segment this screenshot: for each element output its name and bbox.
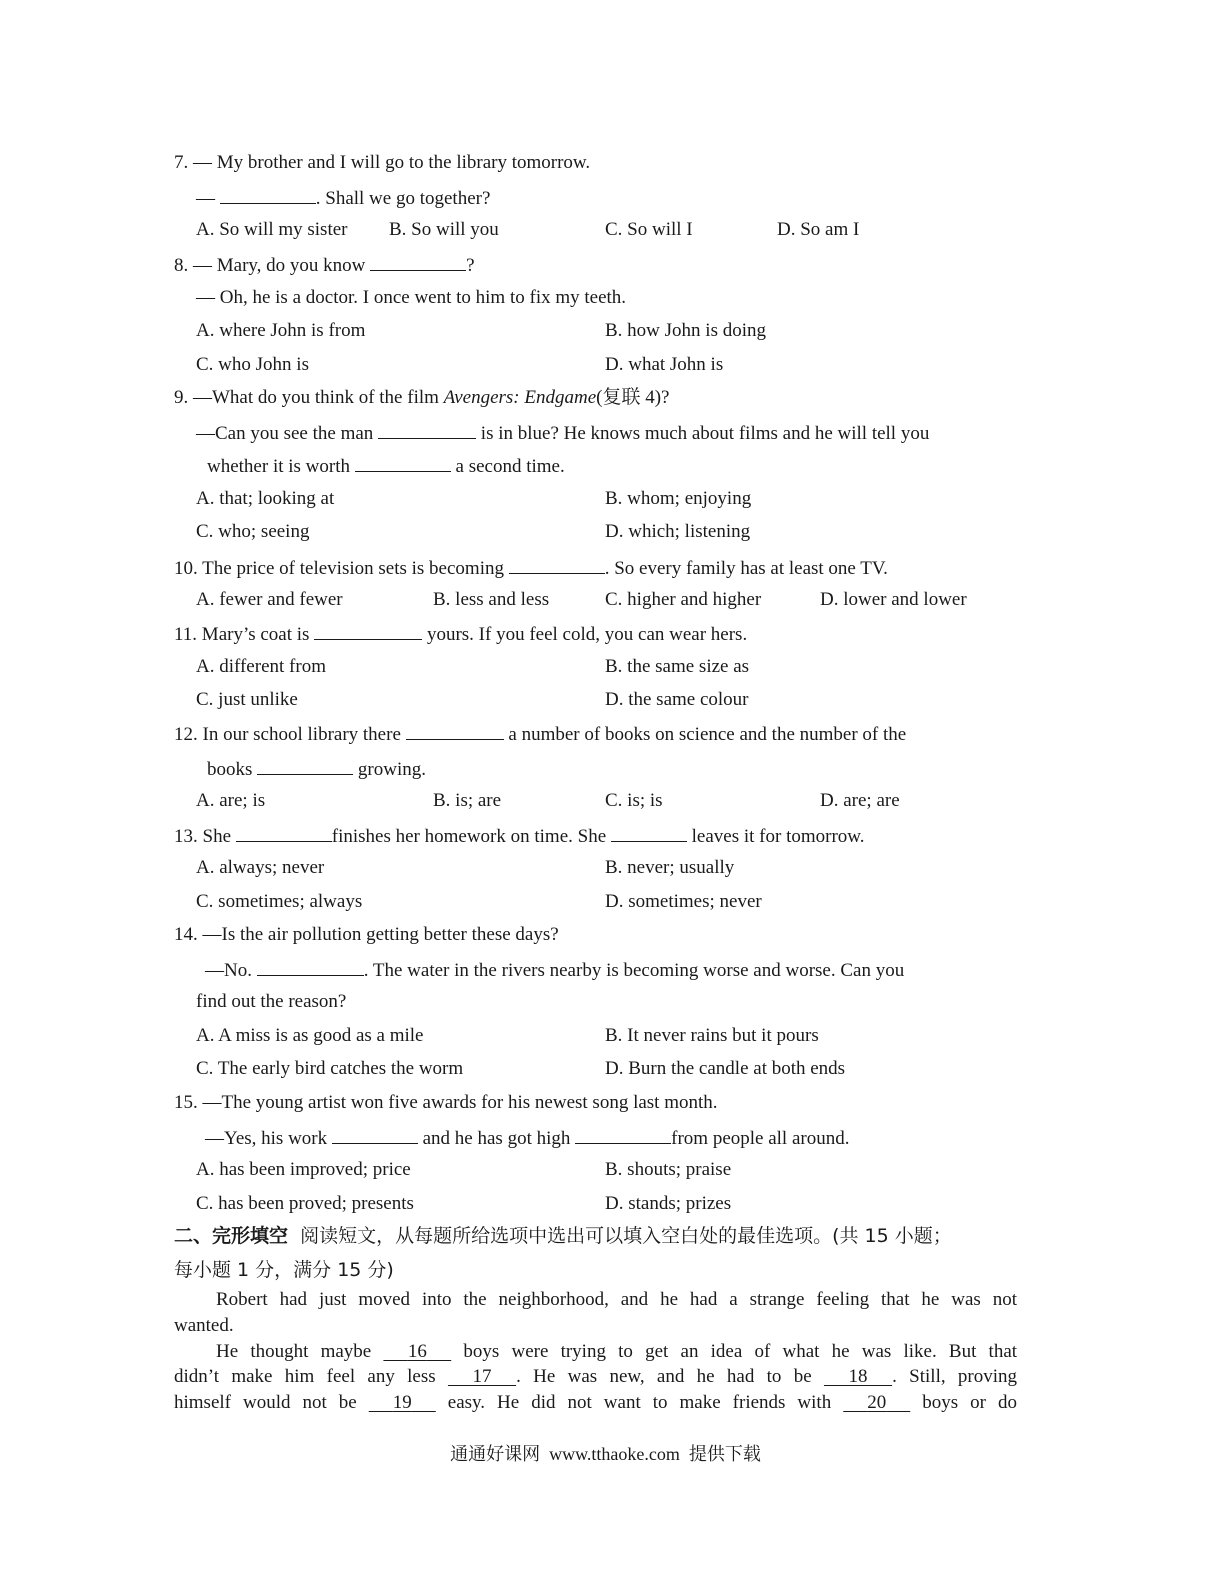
q9-option-b[interactable]: B. whom; enjoying [605, 488, 752, 509]
cloze-number: 18 [848, 1366, 868, 1387]
q14-line2-a: —No. [205, 960, 257, 981]
q9-film-title: Avengers: Endgame [443, 387, 597, 408]
q9-line2-a: —Can you see the man [196, 423, 379, 444]
q7-stem: 7. — My brother and I will go to the library tomorrow. [174, 152, 591, 173]
passage-text: didn’t make him feel any less [174, 1366, 448, 1387]
cloze-blank-16[interactable] [383, 1341, 451, 1362]
answer-blank [257, 756, 353, 775]
q7-option-d[interactable]: D. So am I [777, 219, 860, 240]
section2-instr1: 阅读短文，从每题所给选项中选出可以填入空白处的最佳选项。(共 15 小题； [288, 1225, 952, 1247]
passage-p2-line3 [174, 1391, 1017, 1415]
passage-p1-line1-text: Robert had just moved into the neighborhood, and he had a strange feeling that he was not [216, 1289, 1017, 1310]
q7-option-b[interactable]: B. So will you [389, 219, 499, 240]
q10-stem-b: . So every family has at least one TV. [604, 558, 888, 579]
q13-stem-b: finishes her homework on time. She [331, 826, 611, 847]
answer-blank [355, 453, 451, 472]
q12-line2-b: growing. [353, 759, 426, 780]
passage-text: . Still, proving [892, 1366, 1018, 1387]
q7-option-c[interactable]: C. So will I [605, 219, 693, 240]
passage-p1-line2: wanted. [174, 1315, 234, 1336]
cloze-number: 20 [867, 1392, 887, 1413]
cloze-blank-20[interactable] [843, 1392, 910, 1413]
q13-option-b[interactable]: B. never; usually [605, 857, 735, 878]
q15-stem: 15. —The young artist won five awards for his newest song last month. [174, 1092, 718, 1113]
q12-option-c[interactable]: C. is; is [605, 790, 663, 811]
q9-line3-b: a second time. [450, 456, 565, 477]
q13-option-c[interactable]: C. sometimes; always [196, 891, 363, 912]
q15-line2 [205, 1125, 1211, 1151]
q8-stem-a: 8. — Mary, do you know [174, 255, 371, 276]
q9-option-a[interactable]: A. that; looking at [196, 488, 335, 509]
q13-stem-c: leaves it for tomorrow. [686, 826, 865, 847]
q14-option-b[interactable]: B. It never rains but it pours [605, 1025, 819, 1046]
q8-option-b[interactable]: B. how John is doing [605, 320, 766, 341]
q7-option-a[interactable]: A. So will my sister [196, 219, 348, 240]
q15-option-a[interactable]: A. has been improved; price [196, 1159, 411, 1180]
q15-option-c[interactable]: C. has been proved; presents [196, 1193, 414, 1214]
answer-blank [378, 420, 476, 439]
q12-line2 [207, 756, 1211, 782]
answer-blank [575, 1125, 671, 1144]
q10-stem-a: 10. The price of television sets is becoming [174, 558, 509, 579]
q8-stem [174, 252, 1211, 278]
q12-stem-b: a number of books on science and the number of the [503, 724, 907, 745]
q10-option-c[interactable]: C. higher and higher [605, 589, 762, 610]
passage-text: He thought maybe [216, 1341, 384, 1362]
q7-reply-text: . Shall we go together? [315, 188, 491, 209]
q13-option-d[interactable]: D. sometimes; never [605, 891, 762, 912]
passage-p1-line1 [174, 1288, 1017, 1312]
q12-option-d[interactable]: D. are; are [820, 790, 900, 811]
passage-text: . He was new, and he had to be [516, 1366, 824, 1387]
q10-stem [174, 555, 1211, 581]
answer-blank [406, 721, 504, 740]
q15-line2-a: —Yes, his work [205, 1128, 332, 1149]
q9-line2-b: is in blue? He knows much about films and he will tell you [476, 423, 930, 444]
page-footer: 通通好课网 www.tthaoke.com 提供下载 [450, 1444, 761, 1464]
q14-option-d[interactable]: D. Burn the candle at both ends [605, 1058, 846, 1079]
q8-stem-b: ? [466, 255, 475, 276]
q8-reply: — Oh, he is a doctor. I once went to him to fix my teeth. [196, 287, 627, 308]
passage-text: himself would not be [174, 1392, 369, 1413]
passage-text: boys were trying to get an idea of what he was like. But that [451, 1341, 1018, 1362]
section2-instr2: 每小题 1 分，满分 15 分) [174, 1259, 394, 1281]
q9-option-d[interactable]: D. which; listening [605, 521, 751, 542]
q9-stem-a: 9. —What do you think of the film [174, 387, 444, 408]
q9-line3 [207, 453, 1211, 479]
q9-option-c[interactable]: C. who; seeing [196, 521, 310, 542]
q13-stem-a: 13. She [174, 826, 236, 847]
answer-blank [611, 823, 687, 842]
q13-option-a[interactable]: A. always; never [196, 857, 325, 878]
cloze-blank-18[interactable] [824, 1366, 892, 1387]
q14-option-c[interactable]: C. The early bird catches the worm [196, 1058, 464, 1079]
q8-option-c[interactable]: C. who John is [196, 354, 309, 375]
cloze-number: 16 [407, 1341, 427, 1362]
q8-option-a[interactable]: A. where John is from [196, 320, 366, 341]
q9-stem [174, 386, 1211, 410]
passage-p2-line2 [174, 1365, 1017, 1389]
q12-option-a[interactable]: A. are; is [196, 790, 266, 811]
q10-option-b[interactable]: B. less and less [433, 589, 550, 610]
q12-line2-a: books [207, 759, 258, 780]
q9-stem-b: (复联 4)? [596, 387, 670, 408]
answer-blank [236, 823, 332, 842]
q11-option-b[interactable]: B. the same size as [605, 656, 750, 677]
q15-line2-b: and he has got high [417, 1128, 576, 1149]
cloze-number: 17 [472, 1366, 492, 1387]
q15-line2-c: from people all around. [671, 1128, 850, 1149]
answer-blank [332, 1125, 418, 1144]
q12-stem-a: 12. In our school library there [174, 724, 406, 745]
q9-line3-a: whether it is worth [207, 456, 355, 477]
q12-stem [174, 721, 1017, 747]
answer-blank [314, 621, 422, 640]
q15-option-d[interactable]: D. stands; prizes [605, 1193, 732, 1214]
passage-text: boys or do [910, 1392, 1017, 1413]
q11-option-a[interactable]: A. different from [196, 656, 326, 677]
q15-option-b[interactable]: B. shouts; praise [605, 1159, 732, 1180]
q9-line2 [196, 420, 1211, 446]
q10-option-d[interactable]: D. lower and lower [820, 589, 967, 610]
q14-option-a[interactable]: A. A miss is as good as a mile [196, 1025, 424, 1046]
passage-p2-line1 [174, 1340, 1017, 1364]
q14-line2-b: . The water in the rivers nearby is becoming worse and worse. Can you [363, 960, 905, 981]
q11-option-d[interactable]: D. the same colour [605, 689, 749, 710]
q14-stem: 14. —Is the air pollution getting better these days? [174, 924, 559, 945]
q12-option-b[interactable]: B. is; are [433, 790, 502, 811]
q14-line2 [205, 957, 1017, 983]
cloze-blank-19[interactable] [369, 1392, 436, 1413]
cloze-blank-17[interactable] [448, 1366, 516, 1387]
q11-stem-a: 11. Mary’s coat is [174, 624, 315, 645]
passage-text: easy. He did not want to make friends with [435, 1392, 844, 1413]
section2-title: 二、完形填空 [174, 1225, 289, 1247]
section2-instructions [174, 1224, 1211, 1248]
cloze-number: 19 [392, 1392, 412, 1413]
q11-option-c[interactable]: C. just unlike [196, 689, 298, 710]
answer-blank [370, 252, 466, 271]
q7-reply: — . Shall we go together? [196, 185, 1211, 211]
answer-blank [509, 555, 605, 574]
q13-stem [174, 823, 1211, 849]
answer-blank [220, 185, 316, 204]
q10-option-a[interactable]: A. fewer and fewer [196, 589, 343, 610]
q8-option-d[interactable]: D. what John is [605, 354, 724, 375]
q11-stem-b: yours. If you feel cold, you can wear hers. [422, 624, 748, 645]
q14-line3: find out the reason? [196, 991, 347, 1012]
q11-stem [174, 621, 1211, 647]
answer-blank [257, 957, 364, 976]
